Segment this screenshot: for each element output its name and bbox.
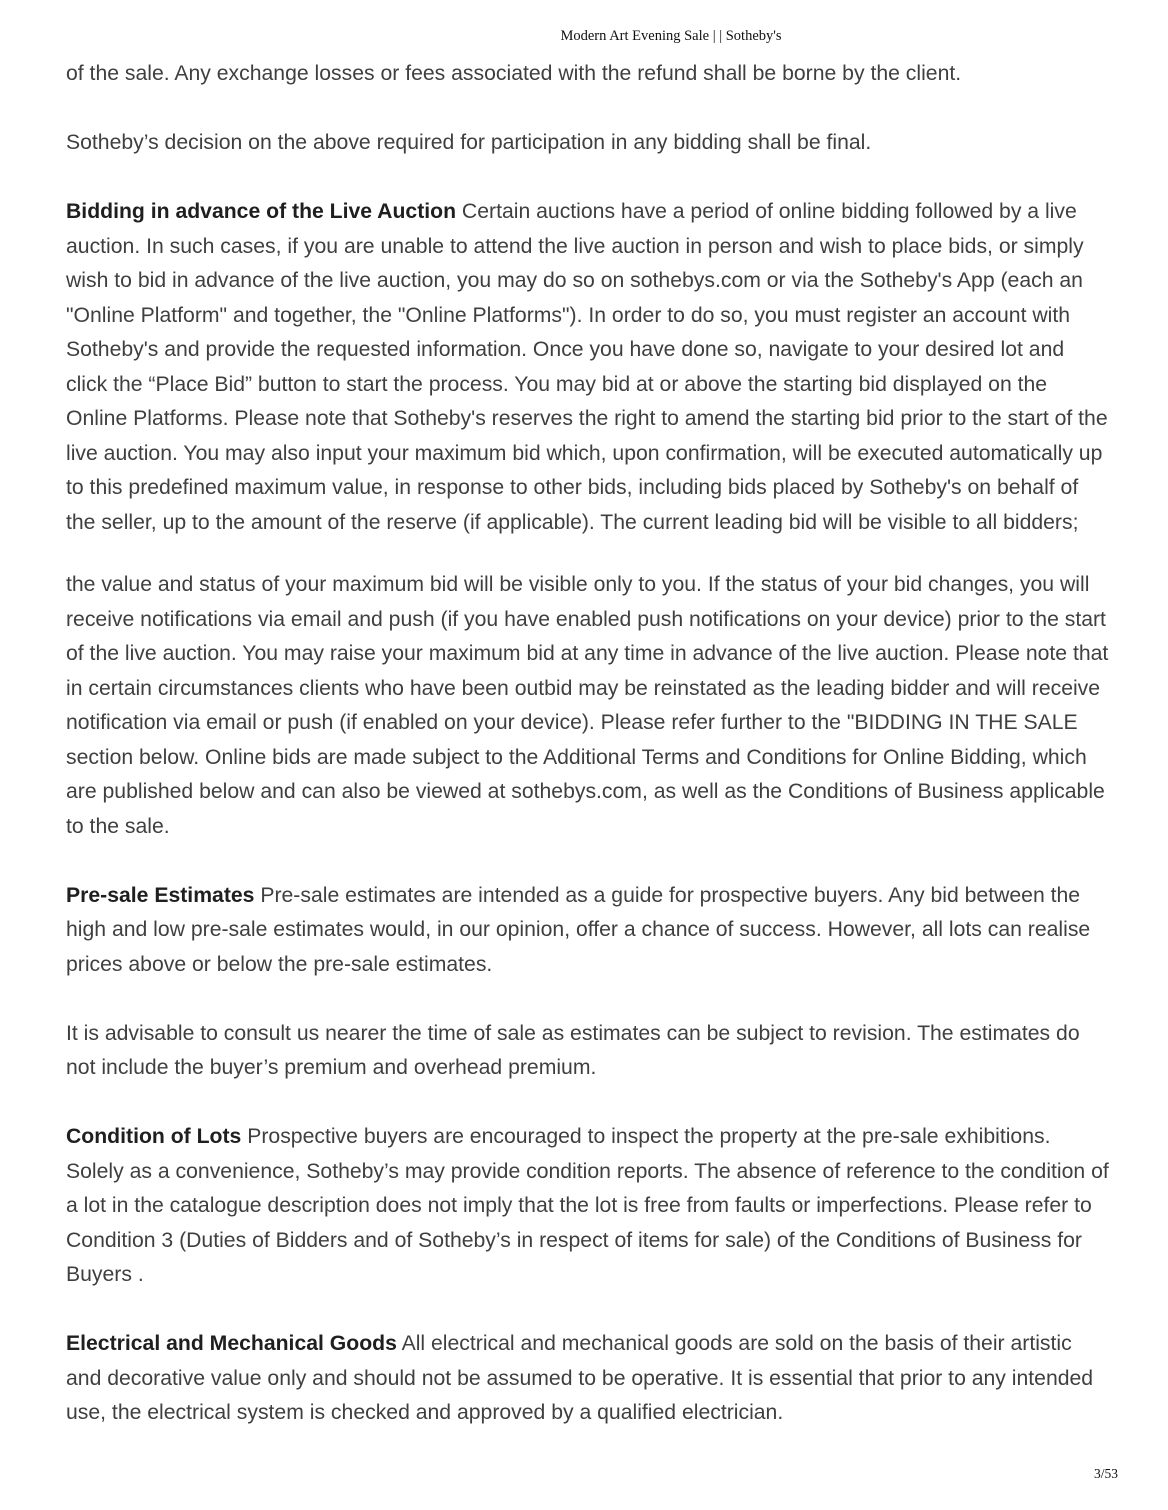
page-number: 3/53 bbox=[1093, 1466, 1118, 1481]
paragraph-estimates-revision bbox=[66, 1017, 1111, 1086]
page-header-title: Modern Art Evening Sale | | Sotheby's bbox=[560, 28, 782, 44]
section-heading-electrical-goods: Electrical and Mechanical Goods bbox=[66, 1332, 397, 1355]
paragraph-text: Pre-sale estimates are intended as a guide for prospective buyers. Any bid between the high and low pre-sale estimates would, in our opinion, offer a chance of success. However, all lots can realise prices above or below the pre-sale estimates. bbox=[66, 883, 1091, 976]
paragraph-text: Sotheby’s decision on the above required for participation in any bidding shall be final. bbox=[66, 131, 872, 154]
paragraph-maximum-bid-visibility bbox=[66, 568, 1111, 844]
section-heading-condition-of-lots: Condition of Lots bbox=[66, 1125, 242, 1148]
paragraph-decision-final bbox=[66, 126, 1111, 161]
section-heading-pre-sale-estimates: Pre-sale Estimates bbox=[66, 883, 255, 907]
section-heading-bidding-in-advance: Bidding in advance of the Live Auction bbox=[66, 200, 457, 223]
paragraph-electrical-goods bbox=[66, 1327, 1111, 1431]
paragraph-text: All electrical and mechanical goods are sold on the basis of their artistic and decorative value only and should not be assumed to be operative. It is essential that prior to any intended use, the electrical system is checked and approved by a qualified electrician. bbox=[66, 1332, 1094, 1424]
paragraph-exchange-losses bbox=[66, 57, 1111, 92]
paragraph-text: Prospective buyers are encouraged to inspect the property at the pre-sale exhibitions. Solely as a convenience, Sotheby’s may provide condition reports. The absence of reference to the condition of a lot in the catalogue description does not imply that the lot is free from faults or imperfections. Please refer to Condition 3 (Duties of Bidders and of Sotheby’s in respect of items for sale) of the Conditions of Business for Buyers . bbox=[66, 1125, 1109, 1286]
paragraph-pre-sale-estimates bbox=[66, 879, 1111, 983]
paragraph-text: It is advisable to consult us nearer the time of sale as estimates can be subject to revision. The estimates do not include the buyer’s premium and overhead premium. bbox=[66, 1021, 1080, 1079]
paragraph-bidding-in-advance bbox=[66, 195, 1111, 540]
paragraph-condition-of-lots bbox=[66, 1120, 1111, 1293]
paragraph-text: of the sale. Any exchange losses or fees associated with the refund shall be borne by the client. bbox=[66, 62, 962, 85]
paragraph-text: the value and status of your maximum bid will be visible only to you. If the status of your bid changes, you will receive notifications via email and push (if you have enabled push notifications on your device) prior to the start of the live auction. You may raise your maximum bid at any time in advance of the live auction. Please note that in certain circumstances clients who have been outbid may be reinstated as the leading bidder and will receive notification via email or push (if enabled on your device). Please refer further to the "BIDDING IN THE SALE section below. Online bids are made subject to the Additional Terms and Conditions for Online Bidding, which are published below and can also be viewed at sothebys.com, as well as the Conditions of Business applicable to the sale. bbox=[66, 573, 1109, 838]
document-body bbox=[66, 57, 1111, 1465]
paragraph-text: Certain auctions have a period of online bidding followed by a live auction. In such cases, if you are unable to attend the live auction in person and wish to place bids, or simply wish to bid in advance of the live auction, you may do so on sothebys.com or via the Sotheby's App (each an "Online Platform" and together, the "Online Platforms"). In order to do so, you must register an account with Sotheby's and provide the requested information. Once you have done so, navigate to your desired lot and click the “Place Bid” button to start the process. You may bid at or above the starting bid displayed on the Online Platforms. Please note that Sotheby's reserves the right to amend the starting bid prior to the start of the live auction. You may also input your maximum bid which, upon confirmation, will be executed automatically up to this predefined maximum value, in response to other bids, including bids placed by Sotheby's on behalf of the seller, up to the amount of the reserve (if applicable). The current leading bid will be visible to all bidders; bbox=[66, 200, 1108, 534]
